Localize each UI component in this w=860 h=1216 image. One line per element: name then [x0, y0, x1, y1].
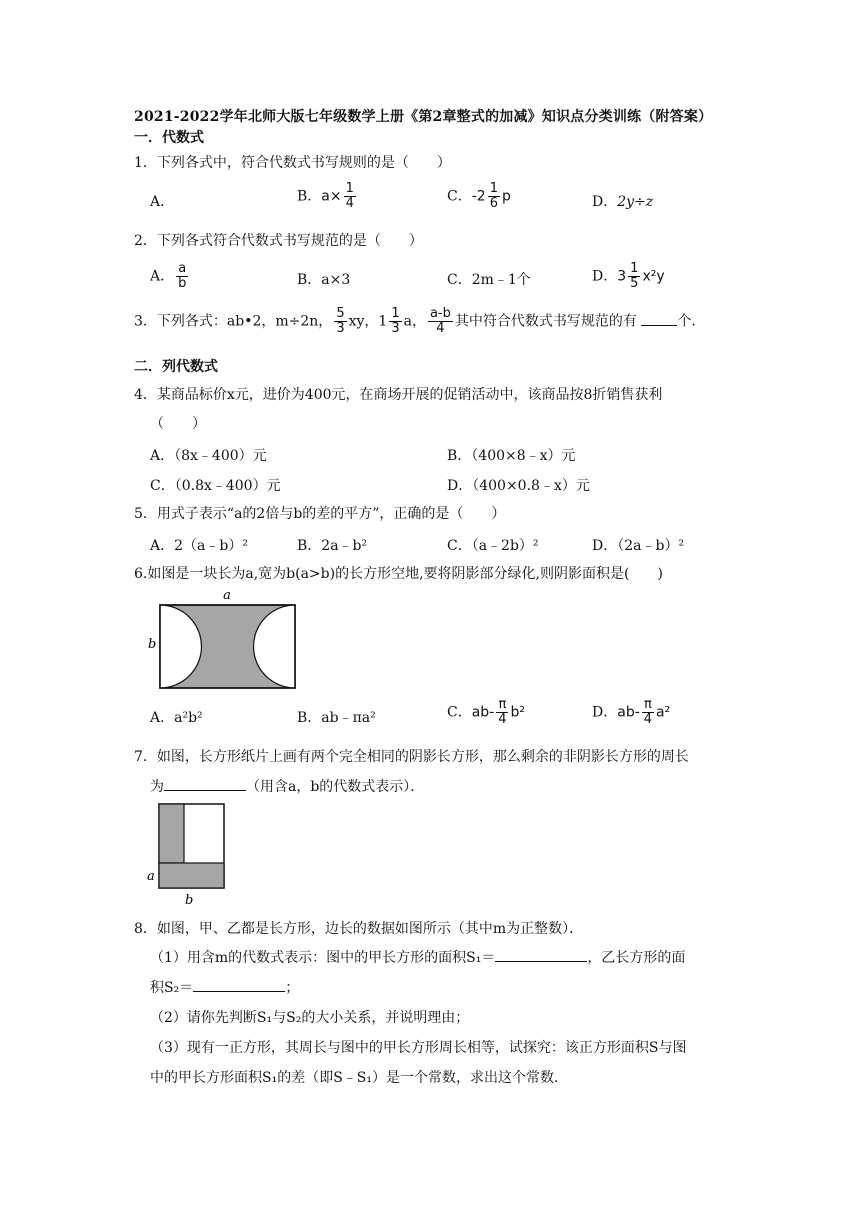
question-4-stem-cont: （ ） [150, 416, 206, 432]
q8-part-1-cont: 积S₂＝ ； [150, 980, 300, 996]
q2-option-d: D．3 $\frac{1}{5}$ x²y [592, 261, 665, 291]
horizontal-shaded-rect [159, 863, 224, 888]
label-b: b [185, 893, 194, 908]
document-title: 2021-2022学年北师大版七年级数学上册《第2章整式的加减》知识点分类训练（附答案） [134, 109, 713, 125]
q6-figure [145, 586, 305, 700]
q8-part-3: （3）现有一正方形，其周长与图中的甲长方形周长相等，试探究：该正方形面积S与图 [150, 1040, 687, 1056]
question-3-stem: 3．下列各式：ab•2，m÷2n， $\frac{5}{3}$ xy，1 $\frac{1}{3}$ a， $\frac{a-b}{4}$ 其中符合代数式书写规范的有 个． [134, 306, 706, 336]
q8-s2-blank[interactable] [193, 991, 285, 992]
q1-option-d: D．2y÷z [592, 194, 654, 210]
q8-part-3-cont: 中的甲长方形面积S₁的差（即S﹣S₁）是一个常数，求出这个常数． [150, 1070, 568, 1086]
q3-answer-blank[interactable] [641, 325, 677, 326]
q7-answer-blank[interactable] [164, 790, 246, 791]
q4-option-d: D．（400×0.8﹣x）元 [447, 478, 590, 494]
q1-option-c: C．-2 $\frac{1}{6}$ p [447, 181, 511, 211]
question-7-stem: 7．如图，长方形纸片上画有两个完全相同的阴影长方形，那么剩余的非阴影长方形的周长 [134, 749, 689, 765]
question-7-stem-cont: 为 （用含a，b的代数式表示）． [150, 779, 425, 795]
question-4-stem: 4．某商品标价x元，进价为400元，在商场开展的促销活动中，该商品按8折销售获利 [134, 387, 663, 403]
question-5-stem: 5．用式子表示“a的2倍与b的差的平方”，正确的是（ ） [134, 506, 506, 522]
q4-option-a: A．（8x﹣400）元 [150, 448, 267, 464]
label-b: b [148, 637, 157, 652]
q5-option-c: C．（a﹣2b）² [447, 538, 539, 554]
q4-option-b: B．（400×8﹣x）元 [447, 448, 576, 464]
q7-figure [145, 800, 235, 912]
label-a: a [223, 588, 231, 603]
q6-option-d: D．ab- $\frac{\pi}{4}$ a² [592, 697, 671, 727]
q8-part-1: （1）用含m的代数式表示：图中的甲长方形的面积S₁＝ ，乙长方形的面 [150, 950, 686, 966]
q6-option-c: C．ab- $\frac{\pi}{4}$ b² [447, 697, 526, 727]
question-8-stem: 8．如图，甲、乙都是长方形，边长的数据如图所示（其中m为正整数）． [134, 921, 584, 937]
q8-s1-blank[interactable] [495, 961, 587, 962]
q1-option-b: B．a× $\frac{1}{4}$ [297, 181, 354, 211]
vertical-shaded-rect [159, 804, 184, 863]
q5-option-b: B．2a﹣b² [297, 538, 368, 554]
q2-option-b: B．a×3 [297, 272, 351, 288]
section-heading: 一．代数式 [134, 130, 204, 146]
q5-option-d: D．（2a﹣b）² [592, 538, 685, 554]
q4-option-c: C．（0.8x﹣400）元 [150, 478, 281, 494]
q2-option-a: A． $\frac{a}{b}$ [150, 261, 187, 291]
question-1-stem: 1．下列各式中，符合代数式书写规则的是（ ） [134, 155, 451, 171]
q1-option-a: A． [150, 194, 175, 210]
q6-option-a: A．a²b² [150, 710, 203, 726]
q5-option-a: A．2（a﹣b）² [150, 538, 248, 554]
question-6-stem: 6.如图是一块长为a,宽为b(a>b)的长方形空地,要将阴影部分绿化,则阴影面积是( ) [134, 566, 663, 582]
q6-option-b: B．ab﹣πa² [297, 710, 376, 726]
section-heading: 二．列代数式 [134, 359, 218, 375]
q2-option-c: C．2m﹣1个 [447, 272, 531, 288]
label-a: a [147, 869, 155, 884]
q8-part-2: （2）请你先判断S₁与S₂的大小关系，并说明理由； [150, 1010, 470, 1026]
question-2-stem: 2．下列各式符合代数式书写规范的是（ ） [134, 233, 423, 249]
